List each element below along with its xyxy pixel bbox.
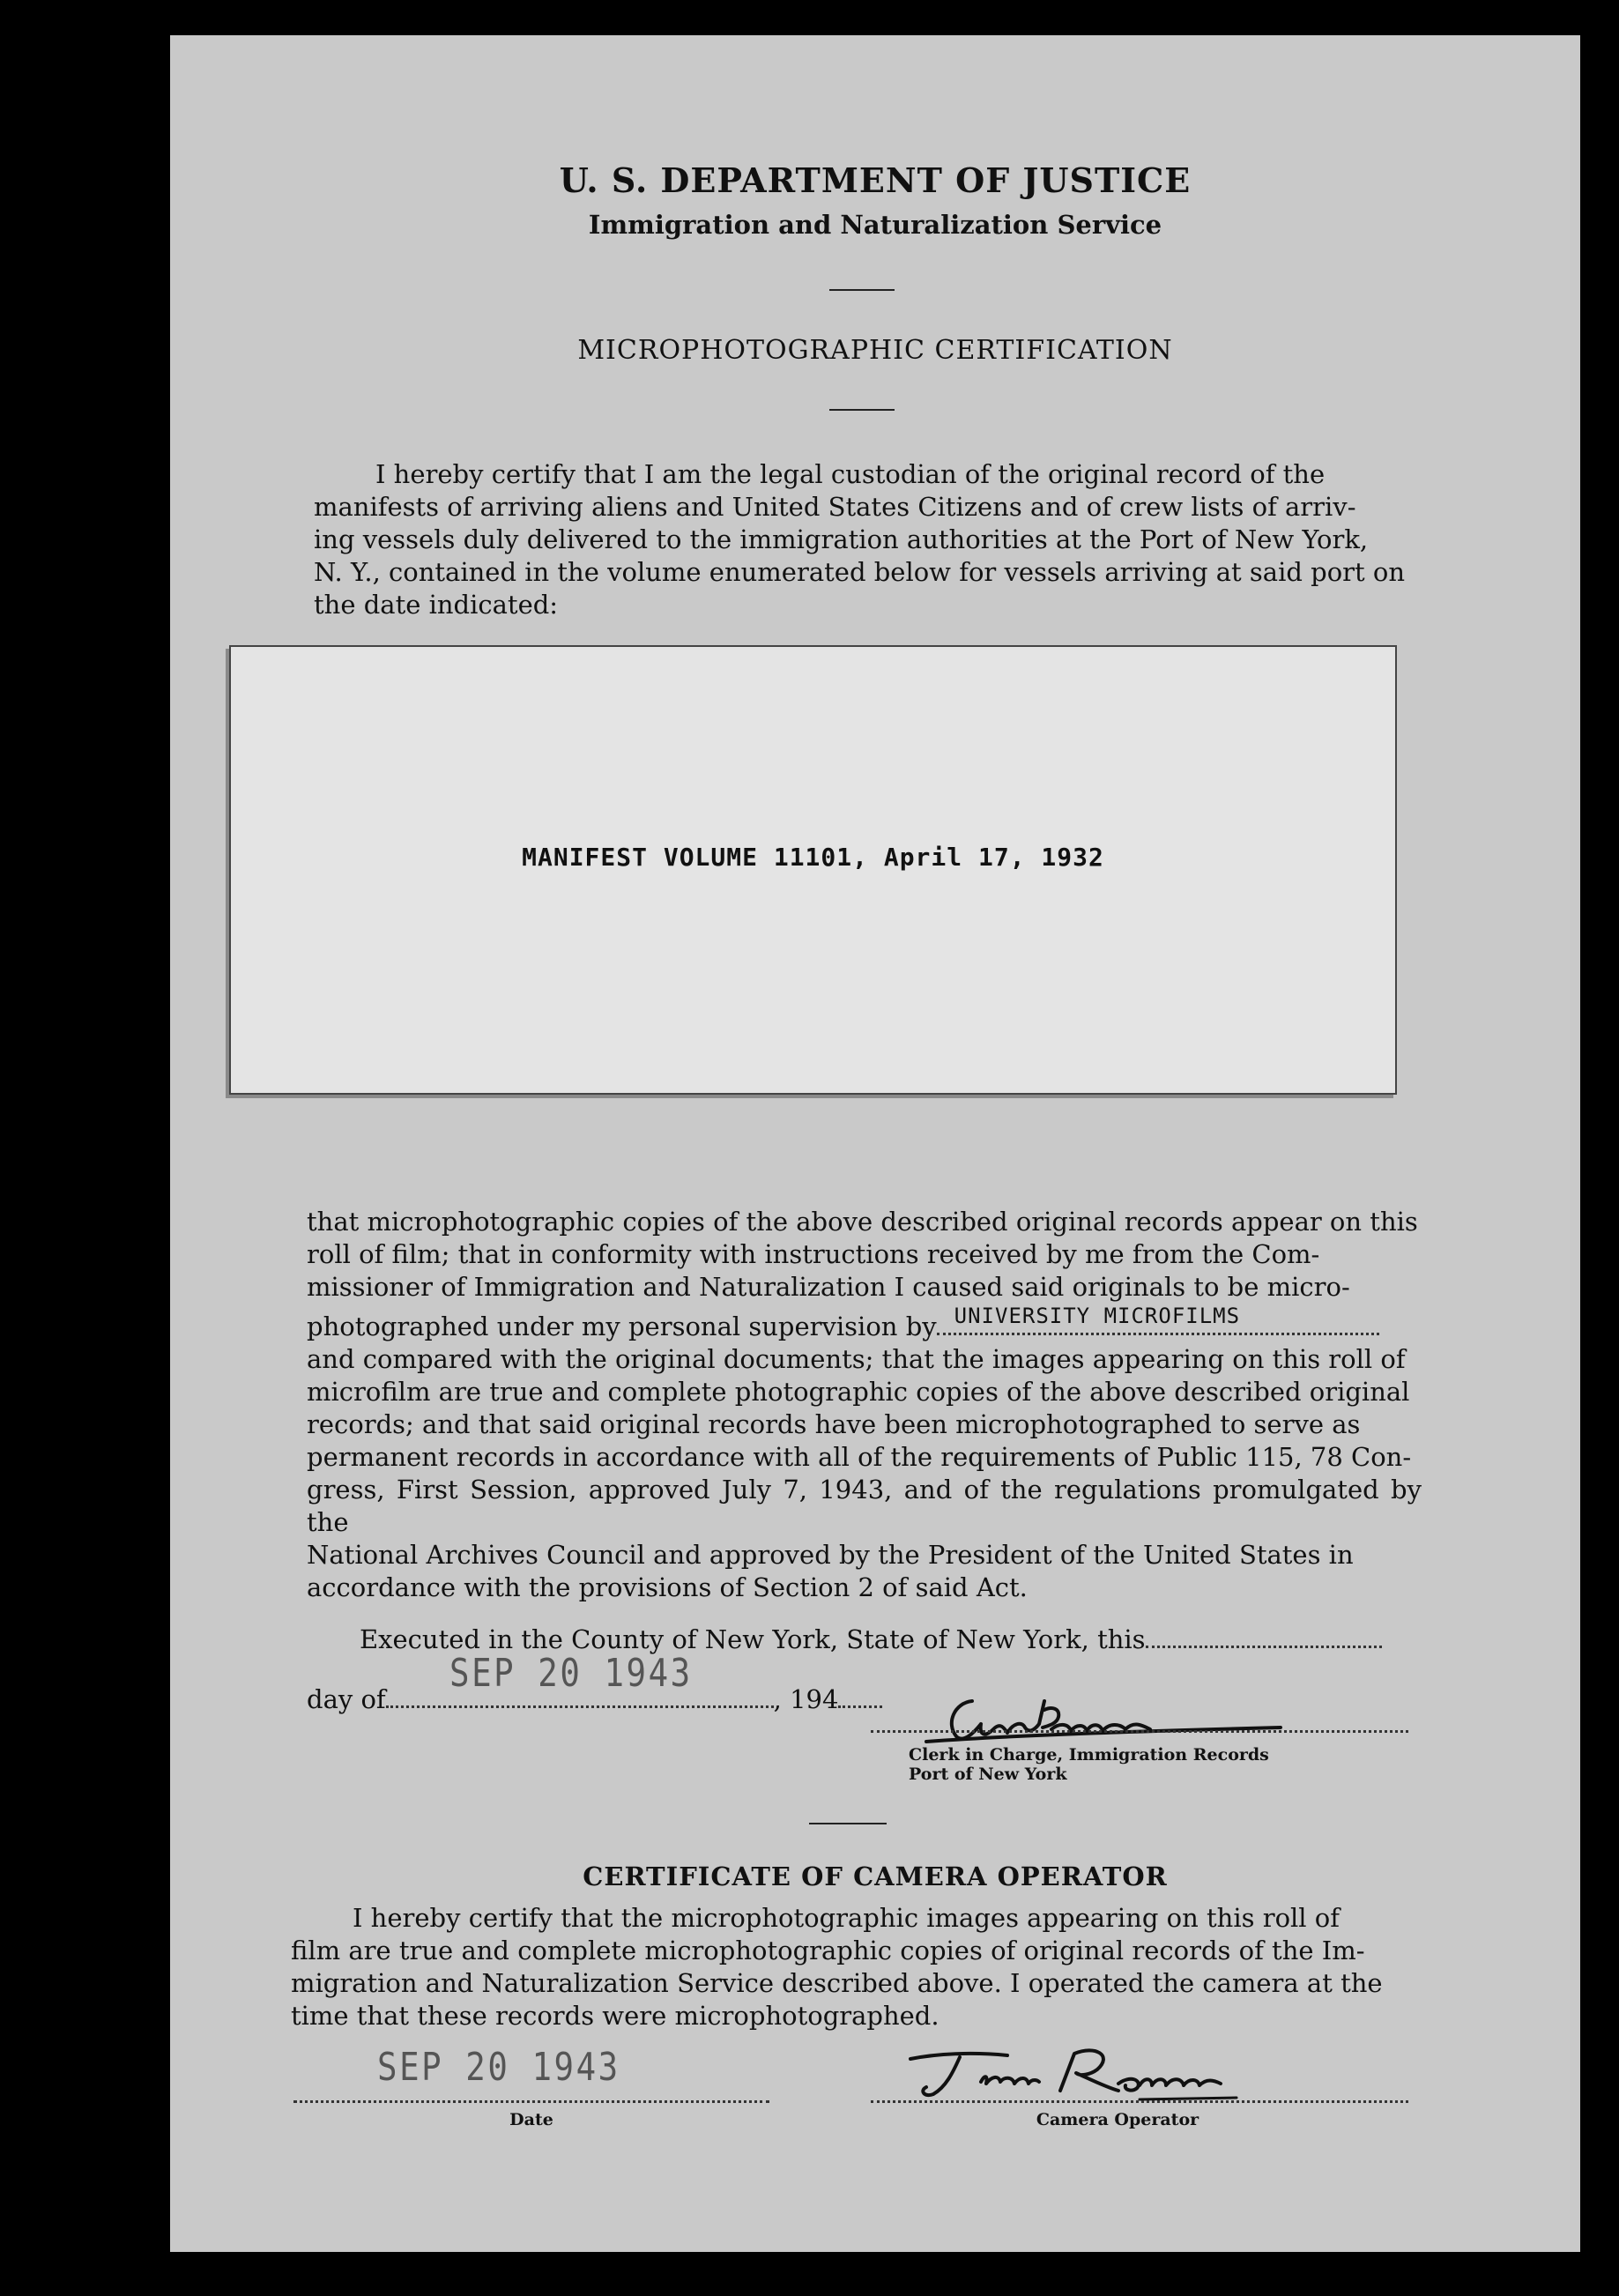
divider [829, 289, 895, 291]
date-label: Date [509, 2110, 553, 2129]
clerk-title [909, 1745, 1269, 1784]
camera-line: I hereby certify that the microphotographic images appearing on this roll of [353, 1903, 1340, 1933]
camera-operator-line [871, 2099, 1408, 2103]
camera-paragraph [291, 1902, 1422, 2032]
body-paragraph [307, 1206, 1422, 1604]
microfilmer-name: UNIVERSITY MICROFILMS [954, 1304, 1241, 1328]
microfilmer-field [937, 1304, 1379, 1335]
intro-line: ing vessels duly delivered to the immigration authorities at the Port of New York, [314, 524, 1369, 554]
day-of-line [307, 1651, 882, 1716]
record-card [229, 645, 1397, 1095]
camera-line: film are true and complete microphotographic copies of original records of the Im- [291, 1936, 1365, 1965]
body-line: that microphotographic copies of the above described original records appear on this [307, 1207, 1418, 1237]
camera-date-line [293, 2099, 769, 2103]
intro-line: manifests of arriving aliens and United States Citizens and of crew lists of arriv- [314, 492, 1356, 522]
clerk-title-line: Clerk in Charge, Immigration Records [909, 1745, 1269, 1765]
manifest-volume-text: MANIFEST VOLUME 11101, April 17, 1932 [522, 843, 1104, 872]
body-line: permanent records in accordance with all of the requirements of Public 115, 78 Con- [307, 1442, 1412, 1472]
department-heading: U. S. DEPARTMENT OF JUSTICE [559, 160, 1192, 200]
camera-operator-label: Camera Operator [1036, 2110, 1199, 2129]
body-line: missioner of Immigration and Naturalization I caused said originals to be micro- [307, 1272, 1350, 1302]
body-line: accordance with the provisions of Section 2 of said Act. [307, 1572, 1028, 1602]
body-line: gress, First Session, approved July 7, 1943, and of the regulations promulgated by the [307, 1475, 1422, 1537]
execution-text: Executed in the County of New York, State of New York, this [360, 1624, 1146, 1654]
camera-date-stamp: SEP 20 1943 [377, 2045, 620, 2090]
year-field [838, 1687, 882, 1708]
intro-paragraph [314, 458, 1422, 621]
date-stamp: SEP 20 1943 [449, 1651, 693, 1696]
body-line: microfilm are true and complete photographic copies of the above described original [307, 1377, 1410, 1407]
clerk-signature [919, 1683, 1289, 1754]
divider [829, 409, 895, 411]
camera-operator-signature [875, 2038, 1254, 2108]
body-line: records; and that said original records have been microphotographed to serve as [307, 1409, 1361, 1439]
camera-certificate-title: CERTIFICATE OF CAMERA OPERATOR [583, 1861, 1168, 1891]
intro-line: N. Y., contained in the volume enumerated below for vessels arriving at said port on [314, 557, 1406, 587]
day-of-label: day of [307, 1684, 386, 1714]
date-field [386, 1651, 774, 1708]
intro-line: the date indicated: [314, 590, 559, 620]
body-line: National Archives Council and approved by the President of the United States in [307, 1540, 1354, 1570]
divider [809, 1823, 887, 1824]
clerk-signature-line [871, 1729, 1408, 1733]
form-title: MICROPHOTOGRAPHIC CERTIFICATION [577, 335, 1173, 366]
body-line: roll of film; that in conformity with instructions received by me from the Com- [307, 1239, 1320, 1269]
execution-day-field [1146, 1627, 1382, 1648]
clerk-title-line: Port of New York [909, 1765, 1067, 1784]
camera-line: migration and Naturalization Service described above. I operated the camera at the [291, 1968, 1383, 1998]
certificate-page [170, 35, 1580, 2252]
year-label: , 194 [773, 1684, 839, 1714]
body-line-prefix: photographed under my personal supervision by [307, 1311, 937, 1341]
body-line-microfilmer [307, 1304, 1422, 1343]
camera-line: time that these records were microphotographed. [291, 2001, 939, 2031]
intro-line: I hereby certify that I am the legal custodian of the original record of the [375, 459, 1326, 489]
body-line: and compared with the original documents; that the images appearing on this roll of [307, 1344, 1406, 1374]
service-heading: Immigration and Naturalization Service [588, 210, 1162, 240]
